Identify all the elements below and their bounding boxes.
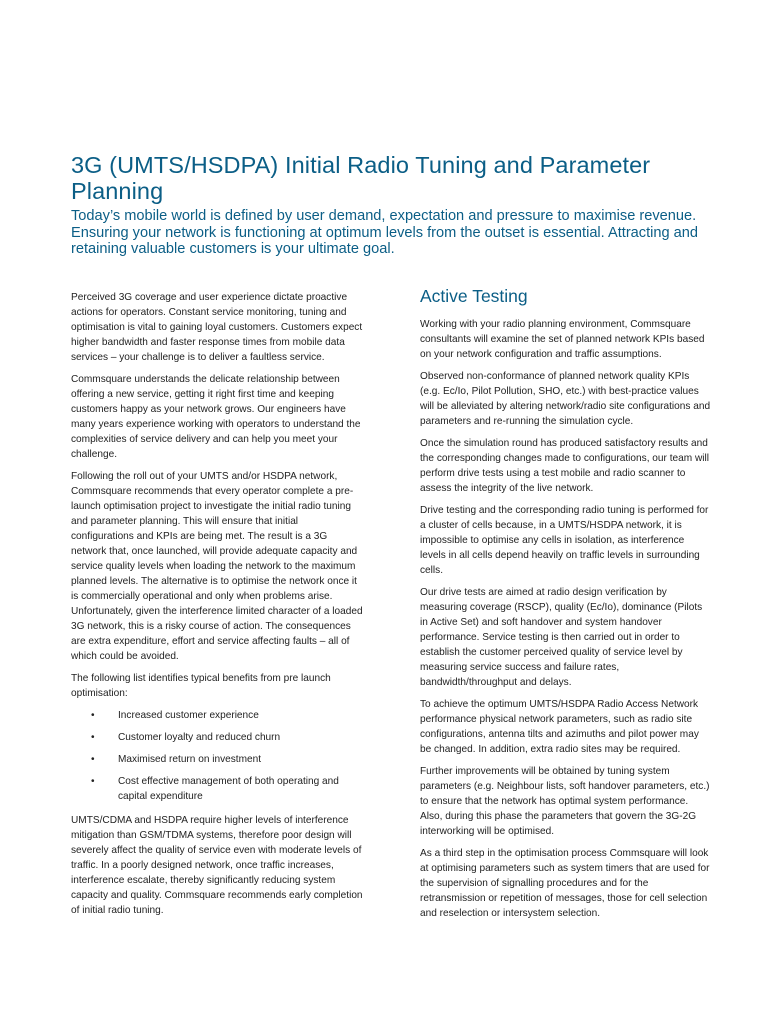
paragraph: The following list identifies typical benefits from pre launch optimisation: [71,673,331,699]
list-item-label: Increased customer experience [118,710,259,721]
bullet-icon: • [91,754,95,765]
list-item [71,774,363,804]
list-item [71,752,363,767]
paragraph: As a third step in the optimisation process Commsquare will look at optimising parameters such as system timers that are used for the supervision of signalling procedures and for the retransmission or repetition of messages, those for cell selection and reselection or intersystem selection. [420,848,710,919]
list-item-label: Customer loyalty and reduced churn [118,732,281,743]
bullet-icon: • [91,732,95,743]
paragraph: To achieve the optimum UMTS/HSDPA Radio Access Network performance physical network parameters, such as radio site configurations, antenna tilts and azimuths and pilot power may be changed. In addition, extra radio sites may be required. [420,699,699,755]
paragraph: Working with your radio planning environment, Commsquare consultants will examine the set of planned network KPIs based on your network configuration and traffic assumptions. [420,319,705,360]
list-item-label: Cost effective management of both operating and capital expenditure [118,776,339,802]
bullet-icon: • [91,710,95,721]
list-item [71,730,363,745]
intro-text: Today’s mobile world is defined by user demand, expectation and pressure to maximise revenue. Ensuring your network is functioning at optimum levels from the outset is essential. Attracting and retaining valuable customers is your ultimate goal. [71,208,699,257]
paragraph: Observed non-conformance of planned network quality KPIs (e.g. Ec/Io, Pilot Pollution, SHO, etc.) with best-practice values will be alleviated by altering network/radio site configurations and parameters and re-running the simulation cycle. [420,371,711,427]
section-heading-active-testing: Active Testing [420,286,528,306]
paragraph: Following the roll out of your UMTS and/or HSDPA network, Commsquare recommends that every operator complete a pre-launch optimisation project to investigate the initial radio tuning and parameter planning. This will ensure that initial configurations and KPIs are being met. The result is a 3G network that, once launched, will provide adequate capacity and service quality levels when loading the network to the maximum planned levels. The alternative is to optimise the network once it is commercially operational and only when problems arise. Unfortunately, given the interference limited character of a loaded 3G network, this is a risky course of action. The consequences are extra expenditure, effort and service affecting faults – all of which could be avoided. [71,471,363,662]
list-item-label: Maximised return on investment [118,754,262,765]
right-column [420,286,712,928]
paragraph: UMTS/CDMA and HSDPA require higher levels of interference mitigation than GSM/TDMA systems, therefore poor design will severely affect the quality of service even with moderate levels of traffic. In a poorly designed network, once traffic increases, interference escalate, thereby significantly reducing system capacity and quality. Commsquare recommends early completion of initial radio tuning. [71,815,363,916]
benefits-list [71,708,363,804]
left-column [71,290,363,925]
bullet-icon: • [91,776,95,787]
paragraph: Commsquare understands the delicate relationship between offering a new service, getting it right first time and keeping customers happy as your network grows. Our engineers have many years experience working with operators to understand the complexities of service delivery and can help you meet your challenge. [71,374,361,460]
list-item [71,708,363,723]
paragraph: Perceived 3G coverage and user experience dictate proactive actions for operators. Constant service monitoring, tuning and optimisation is vital to gaining loyal customers. Customers expect higher bandwidth and faster response times from mobile data services – your challenge is to deliver a faultless service. [71,292,363,363]
paragraph: Our drive tests are aimed at radio design verification by measuring coverage (RSCP), quality (Ec/Io), dominance (Pilots in Active Set) and soft handover and system handover performance. Service testing is then carried out in order to establish the customer perceived quality of service level by measuring service success and failure rates, bandwidth/throughput and delays. [420,587,703,688]
paragraph: Once the simulation round has produced satisfactory results and the corresponding changes made to configurations, our team will perform drive tests using a test mobile and radio scanner to assess the integrity of the live network. [420,438,709,494]
section-body [420,317,712,921]
paragraph: Drive testing and the corresponding radio tuning is performed for a cluster of cells because, in a UMTS/HSDPA network, it is impossible to optimise any cells in isolation, as interference levels in all cells depend heavily on traffic levels in surrounding cells. [420,505,709,576]
page-title: 3G (UMTS/HSDPA) Initial Radio Tuning and Parameter Planning [71,152,651,204]
paragraph: Further improvements will be obtained by tuning system parameters (e.g. Neighbour lists, soft handover parameters, etc.) to ensure that the network has optimal system performance. Also, during this phase the parameters that govern the 3G-2G interworking will be optimised. [420,766,710,837]
